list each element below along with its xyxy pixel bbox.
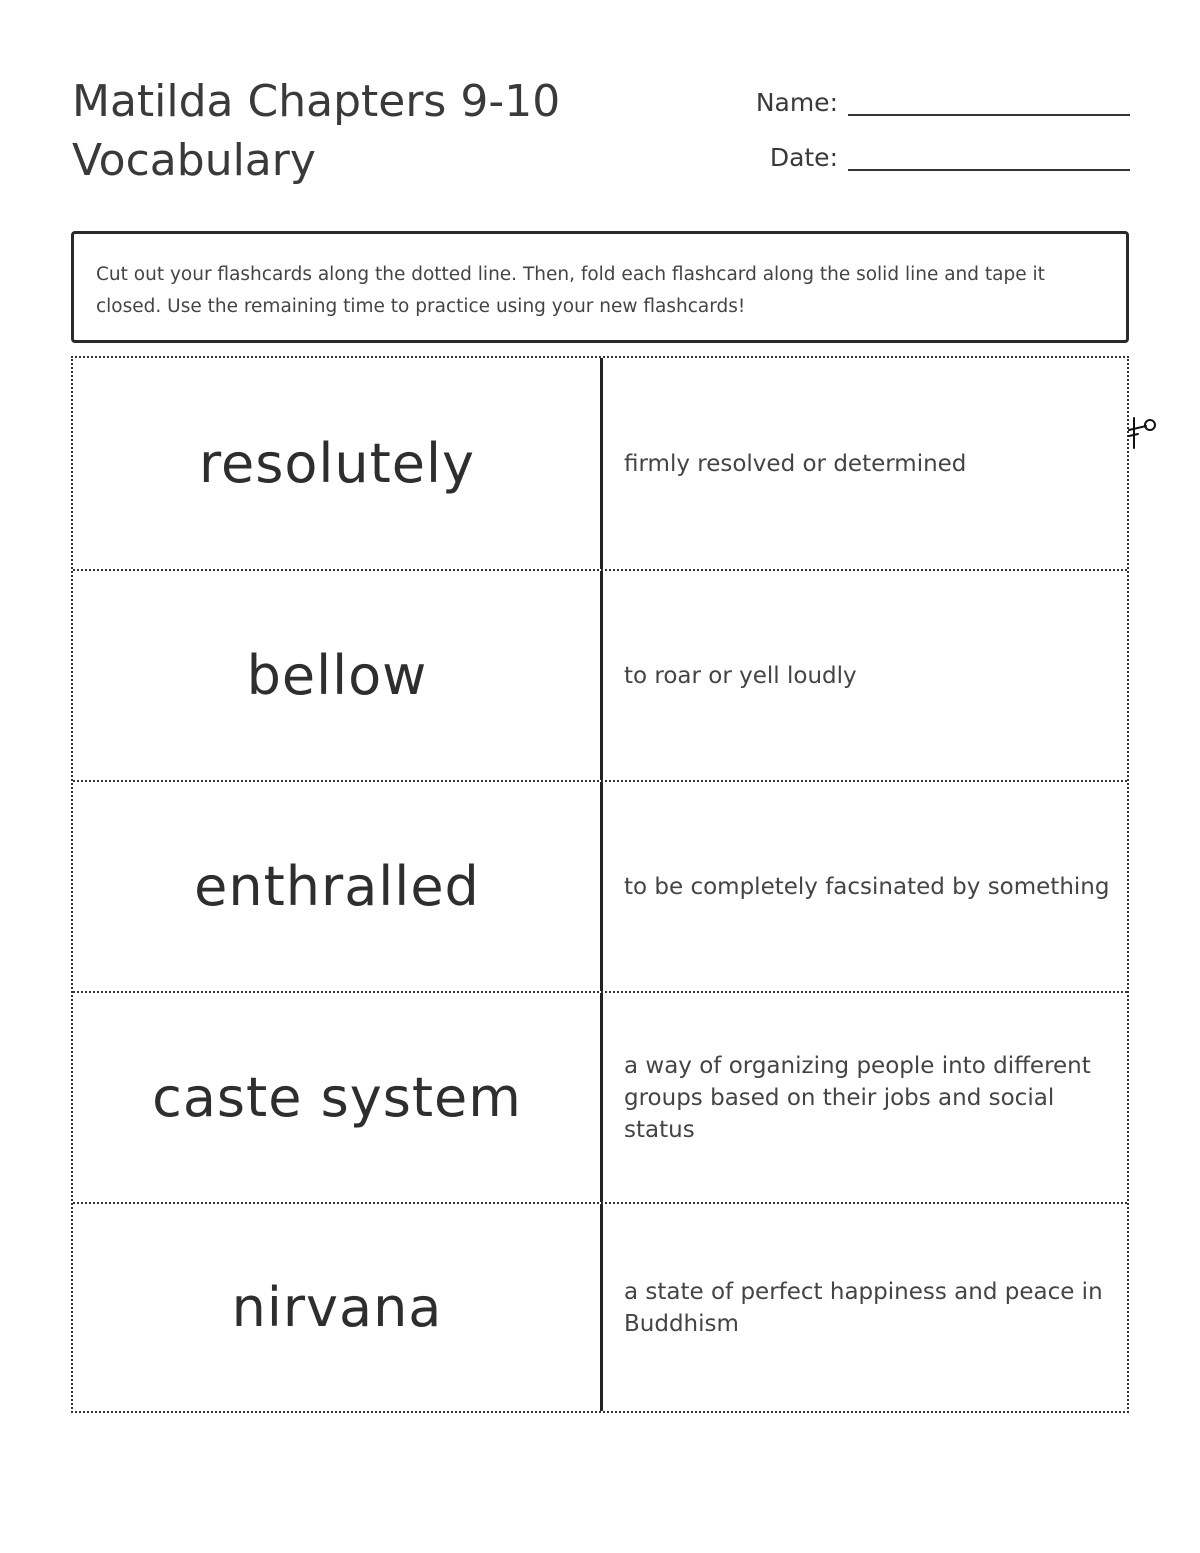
date-blank-line — [848, 169, 1130, 171]
title-line-2: Vocabulary — [72, 135, 316, 186]
flashcard-term: caste system — [152, 1066, 522, 1129]
fold-line — [600, 358, 603, 569]
flashcard-row — [73, 569, 1127, 780]
flashcard-row — [73, 991, 1127, 1202]
title-line-1: Matilda Chapters 9-10 — [72, 76, 561, 127]
flashcard-grid — [71, 356, 1129, 1413]
fold-line — [600, 1204, 603, 1411]
flashcard-row — [73, 358, 1127, 569]
flashcard-definition: firmly resolved or determined — [624, 450, 967, 477]
fold-line — [600, 571, 603, 780]
flashcard-definition: a way of organizing people into different groups based on their jobs and social status — [624, 1052, 1091, 1143]
flashcard-row — [73, 780, 1127, 991]
page-title — [72, 72, 712, 190]
flashcard-term: enthralled — [194, 855, 480, 918]
scissors-icon — [1124, 412, 1158, 452]
fold-line — [600, 993, 603, 1202]
flashcard-term: nirvana — [231, 1276, 443, 1339]
fold-line — [600, 782, 603, 991]
date-field — [770, 133, 1130, 173]
flashcard-definition: to be completely facsinated by something — [624, 873, 1110, 900]
flashcard-row — [73, 1202, 1127, 1411]
flashcard-term: bellow — [246, 644, 428, 707]
instructions-box: Cut out your flashcards along the dotted line. Then, fold each flashcard along the solid line and tape it closed. Use the remaining time to practice using your new flashcards! — [71, 231, 1129, 343]
name-label: Name: — [755, 88, 838, 117]
flashcard-definition: to roar or yell loudly — [624, 662, 857, 689]
flashcard-term: resolutely — [199, 432, 475, 495]
flashcard-definition: a state of perfect happiness and peace in Buddhism — [624, 1278, 1103, 1337]
date-label: Date: — [769, 143, 838, 172]
name-field — [756, 78, 1130, 118]
name-blank-line — [848, 114, 1130, 116]
